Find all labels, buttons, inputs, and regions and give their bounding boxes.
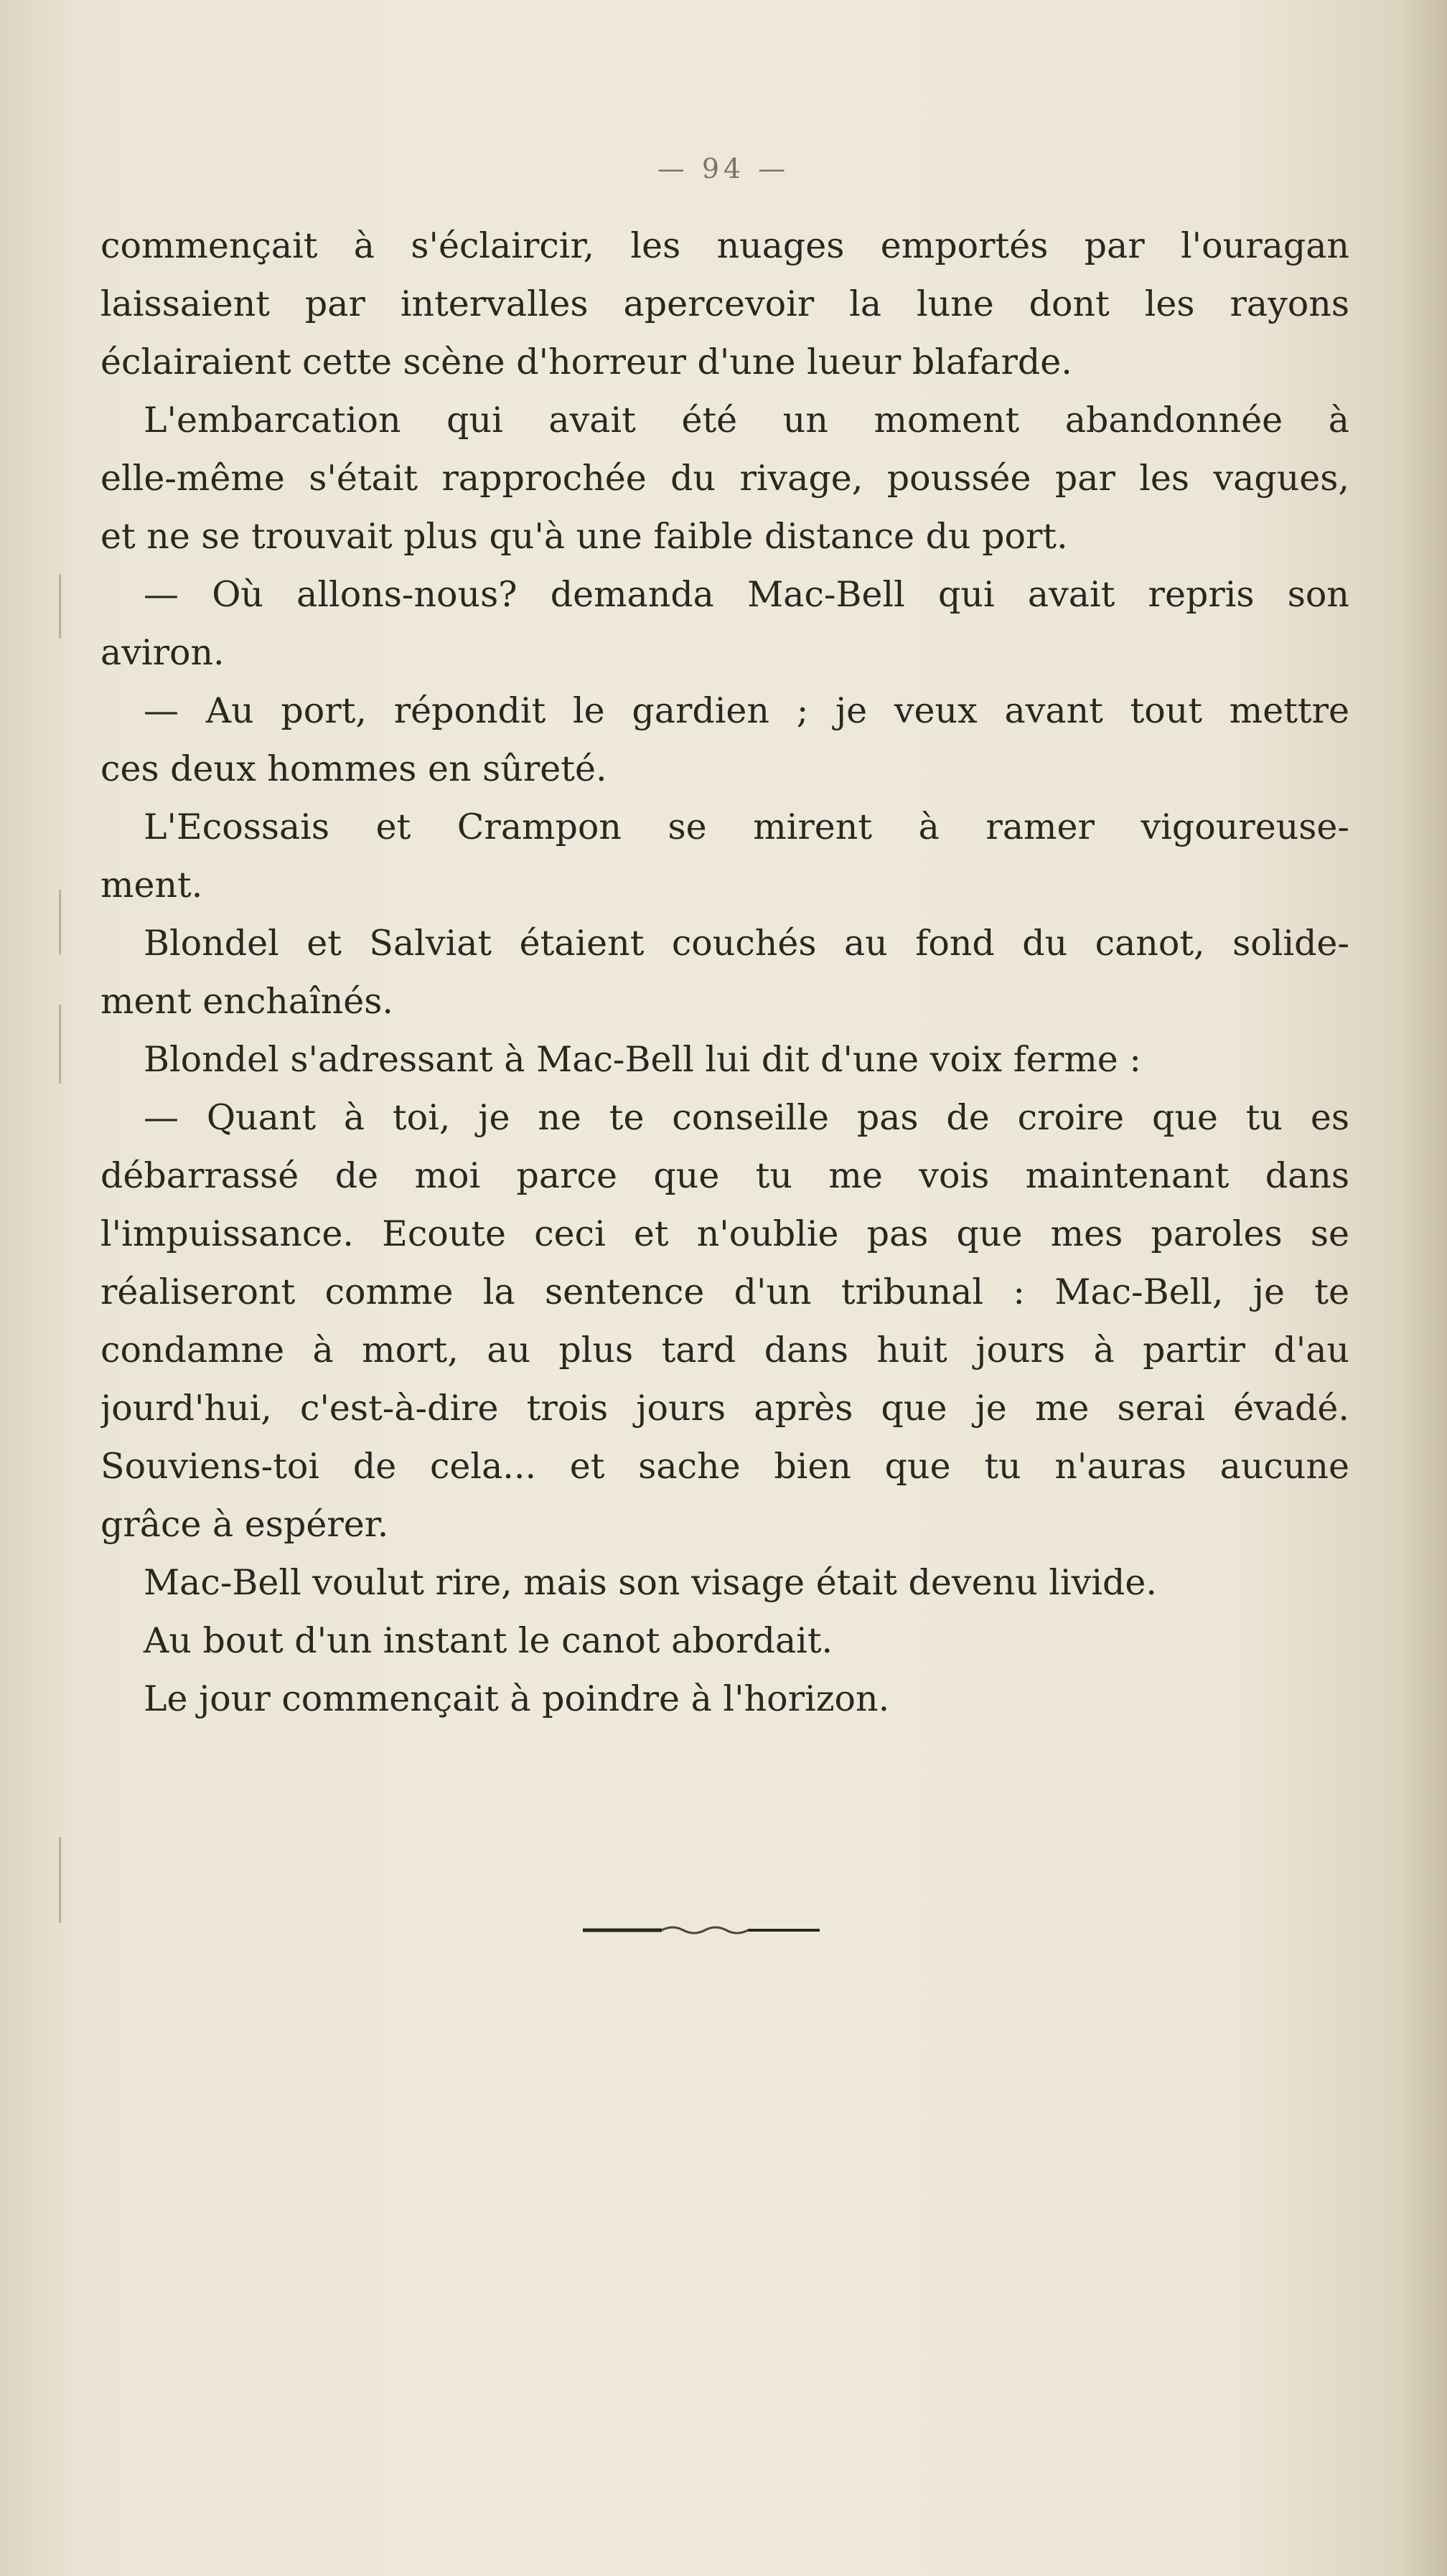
margin-mark xyxy=(59,1837,61,1923)
margin-mark xyxy=(59,1005,61,1083)
text-line: l'impuissance. Ecoute ceci et n'oublie pas que mes paroles se xyxy=(100,1213,1349,1254)
text-line: débarrassé de moi parce que tu me vois maintenant dans xyxy=(100,1155,1349,1196)
text-line: jourd'hui, c'est-à-dire trois jours après que je me serai évadé. xyxy=(100,1388,1349,1429)
text-line: ment enchaînés. xyxy=(100,981,394,1022)
text-line: éclairaient cette scène d'horreur d'une lueur blafarde. xyxy=(100,342,1072,382)
text-line: commençait à s'éclaircir, les nuages emportés par l'ouragan xyxy=(100,225,1349,266)
text-line: Le jour commençait à poindre à l'horizon. xyxy=(144,1678,890,1719)
text-line: — Quant à toi, je ne te conseille pas de croire que tu es xyxy=(144,1097,1349,1138)
margin-mark xyxy=(59,574,61,639)
text-line: ces deux hommes en sûreté. xyxy=(100,748,607,789)
text-line: — Où allons-nous? demanda Mac-Bell qui avait repris son xyxy=(144,574,1349,615)
text-line: elle-même s'était rapprochée du rivage, poussée par les vagues, xyxy=(100,458,1349,499)
text-line: Souviens-toi de cela... et sache bien que tu n'auras aucune xyxy=(100,1446,1349,1487)
text-line: ment. xyxy=(100,865,203,906)
text-line: Mac-Bell voulut rire, mais son visage était devenu livide. xyxy=(144,1562,1157,1603)
text-line: et ne se trouvait plus qu'à une faible distance du port. xyxy=(100,516,1068,557)
page-edge-shadow xyxy=(1397,0,1447,2576)
margin-mark xyxy=(59,890,61,954)
text-line: Au bout d'un instant le canot abordait. xyxy=(144,1620,833,1661)
end-ornament xyxy=(583,1923,820,1937)
text-line: Blondel s'adressant à Mac-Bell lui dit d'une voix ferme : xyxy=(144,1039,1141,1080)
body-text xyxy=(100,217,1349,1728)
text-line: laissaient par intervalles apercevoir la lune dont les rayons xyxy=(100,283,1349,324)
text-line: L'Ecossais et Crampon se mirent à ramer vigoureuse- xyxy=(144,807,1349,847)
text-line: aviron. xyxy=(100,632,225,673)
page-number: — 94 — xyxy=(657,153,790,184)
text-line: L'embarcation qui avait été un moment abandonnée à xyxy=(144,400,1349,441)
text-line: réaliseront comme la sentence d'un tribunal : Mac-Bell, je te xyxy=(100,1271,1349,1312)
text-line: Blondel et Salviat étaient couchés au fond du canot, solide- xyxy=(144,923,1349,964)
text-line: condamne à mort, au plus tard dans huit jours à partir d'au xyxy=(100,1330,1349,1371)
text-line: grâce à espérer. xyxy=(100,1504,389,1545)
text-line: — Au port, répondit le gardien ; je veux avant tout mettre xyxy=(144,690,1349,731)
